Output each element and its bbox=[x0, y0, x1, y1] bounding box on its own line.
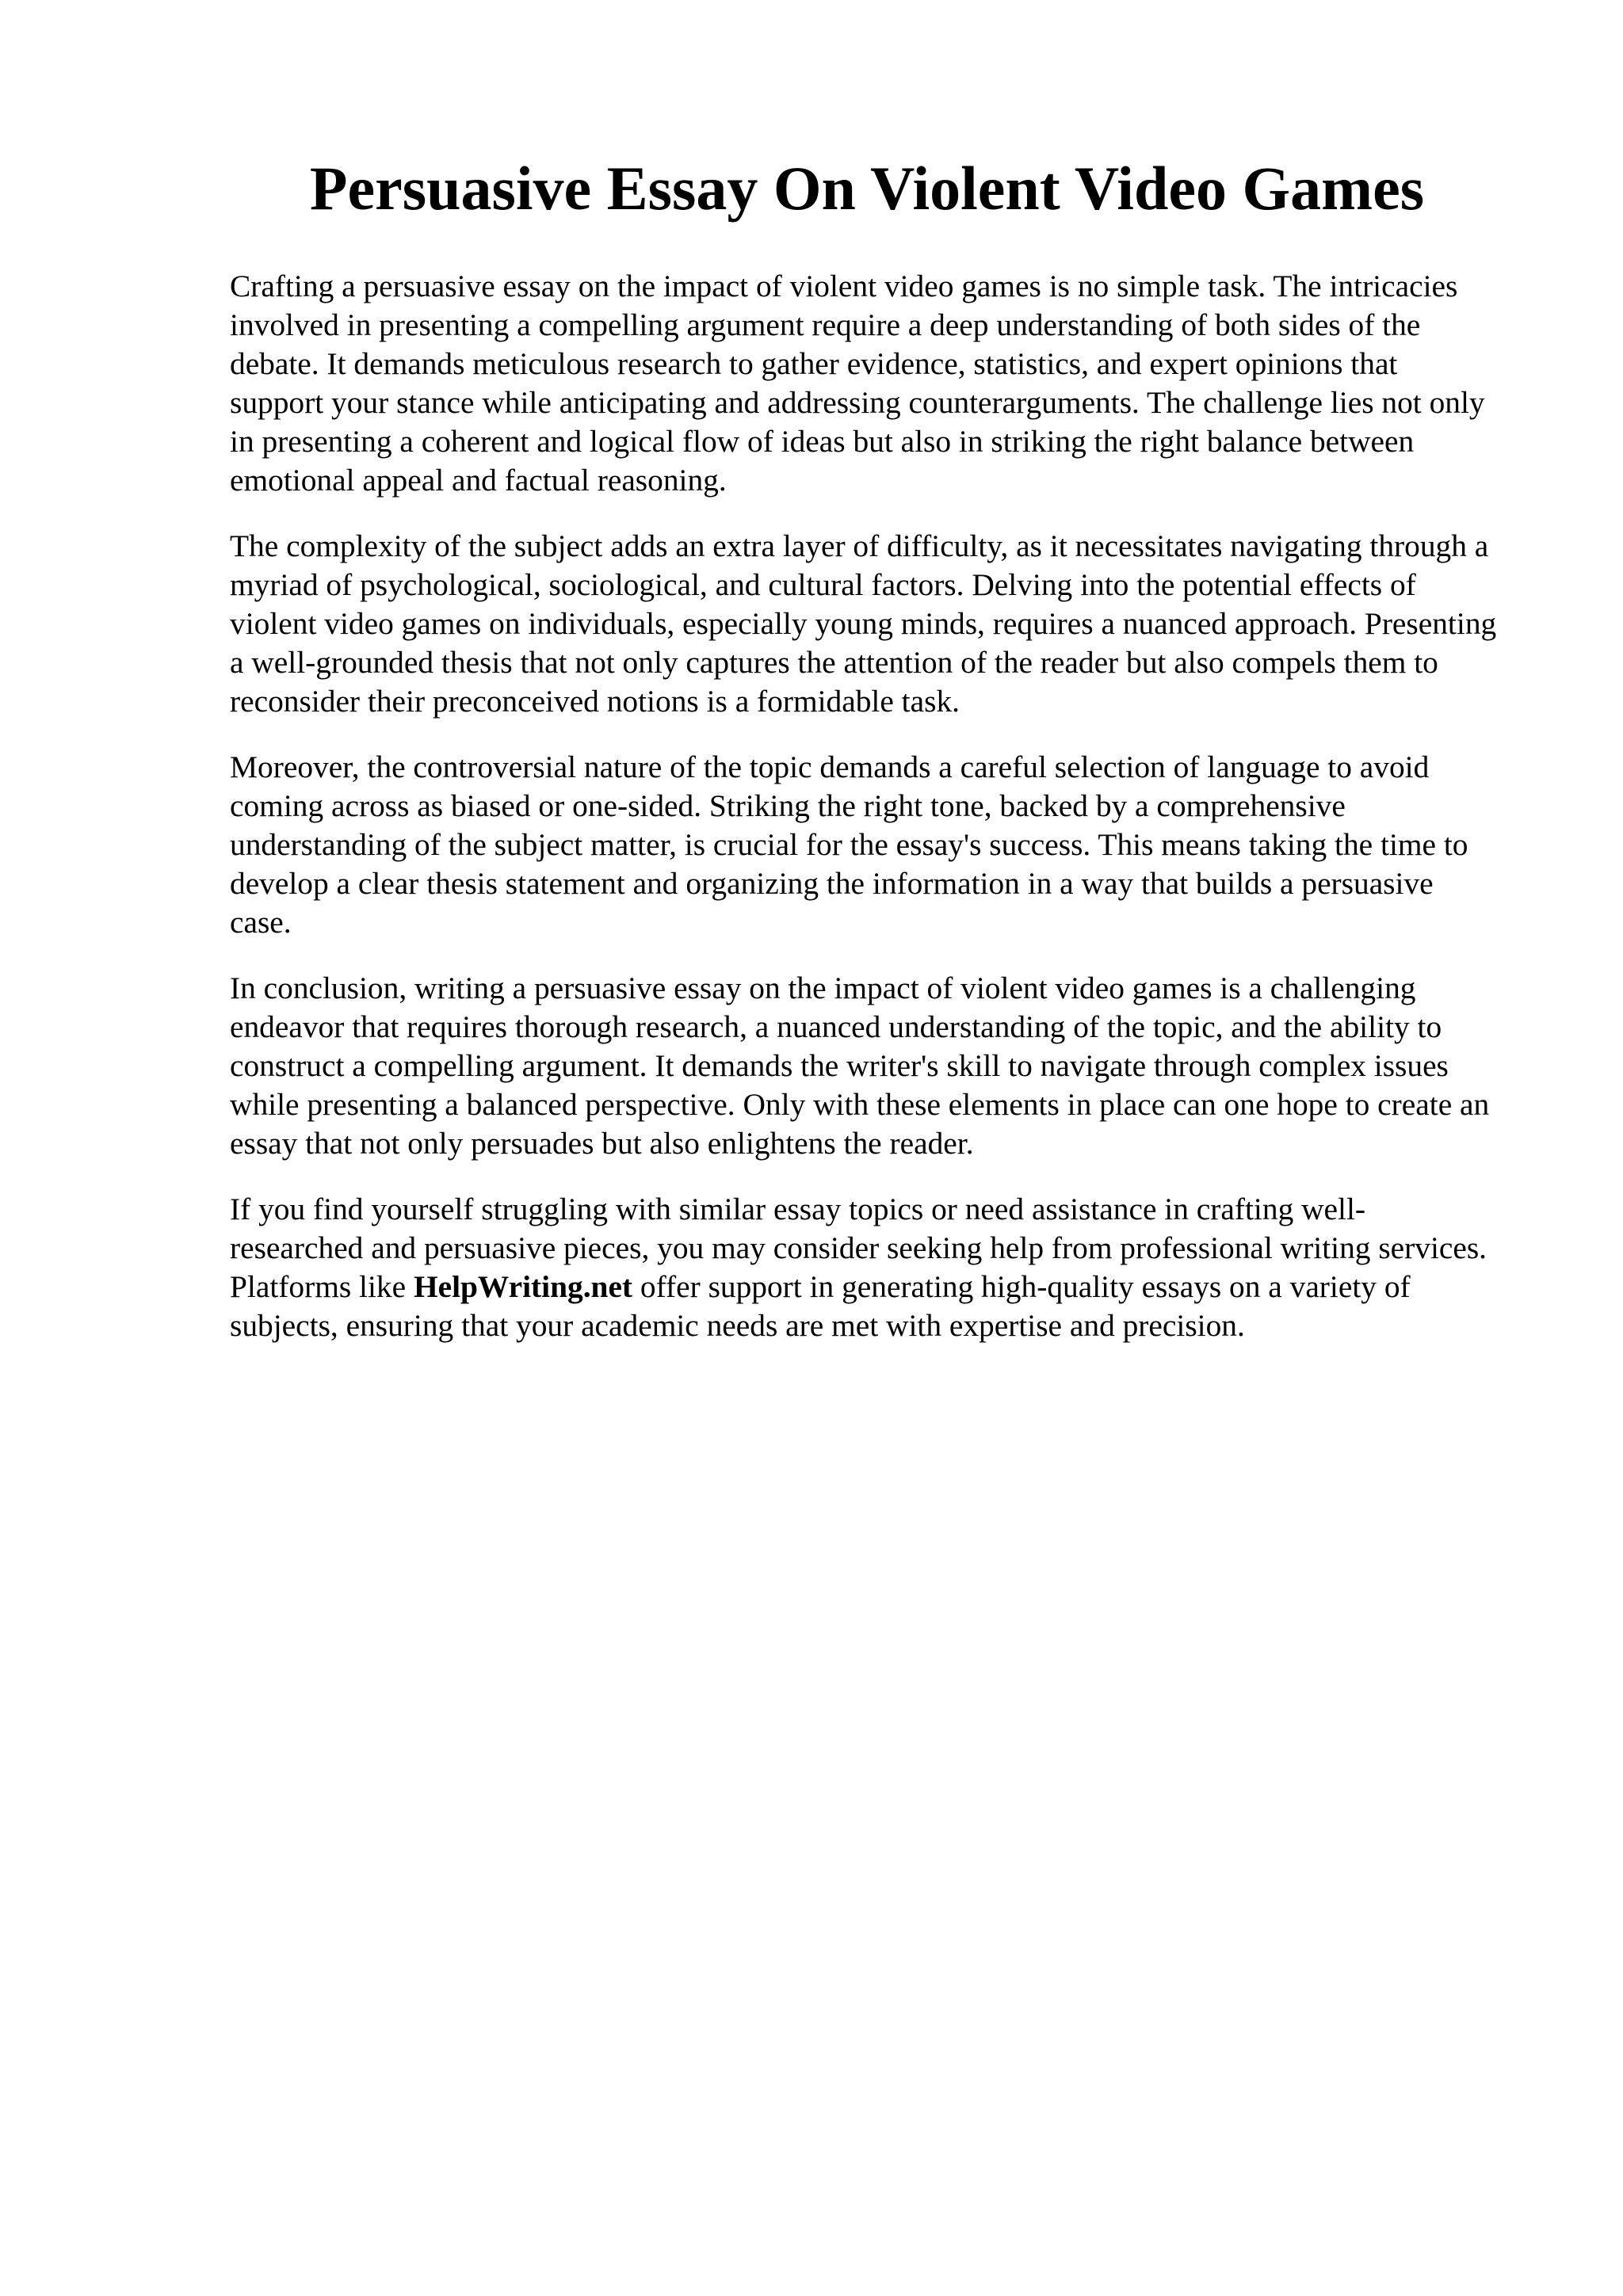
paragraph-help-text-after: offer support in generating high-quality essays on a variety of subjects, ensuring that your academic needs are met with expertise and precision. bbox=[230, 1269, 1411, 1343]
helpwriting-link[interactable]: HelpWriting.net bbox=[413, 1269, 633, 1304]
paragraph-controversy: Moreover, the controversial nature of the topic demands a careful selection of language to avoid coming across as biased or one-sided. Striking the right tone, backed by a comprehensive understanding of the subject matter, is crucial for the essay's success. This means taking the time to develop a clear thesis statement and organizing the information in a way that builds a persuasive case. bbox=[230, 749, 1468, 940]
paragraph-intro: Crafting a persuasive essay on the impact of violent video games is no simple task. The intricacies involved in presenting a compelling argument require a deep understanding of both sides of the debate. It demands meticulous research to gather evidence, statistics, and expert opinions that support your stance while anticipating and addressing counterarguments. The challenge lies not only in presenting a coherent and logical flow of ideas but also in striking the right balance between emotional appeal and factual reasoning. bbox=[230, 269, 1485, 498]
paragraph-help-text-before: If you find yourself struggling with similar essay topics or need assistance in crafting well-researched and persuasive pieces, you may consider seeking help from professional writing services. Platforms like bbox=[230, 1192, 1487, 1304]
document-body bbox=[230, 267, 1498, 1372]
paragraph-help bbox=[230, 1190, 1498, 1345]
paragraph-complexity: The complexity of the subject adds an extra layer of difficulty, as it necessitates navigating through a myriad of psychological, sociological, and cultural factors. Delving into the potential effects of violent video games on individuals, especially young minds, requires a nuanced approach. Presenting a well-grounded thesis that not only captures the attention of the reader but also compels them to reconsider their preconceived notions is a formidable task. bbox=[230, 528, 1497, 719]
paragraph-conclusion: In conclusion, writing a persuasive essay on the impact of violent video games is a challenging endeavor that requires thorough research, a nuanced understanding of the topic, and the ability to construct a compelling argument. It demands the writer's skill to navigate through complex issues while presenting a balanced perspective. Only with these elements in place can one hope to create an essay that not only persuades but also enlightens the reader. bbox=[230, 971, 1490, 1161]
document-title: Persuasive Essay On Violent Video Games bbox=[309, 154, 1425, 223]
